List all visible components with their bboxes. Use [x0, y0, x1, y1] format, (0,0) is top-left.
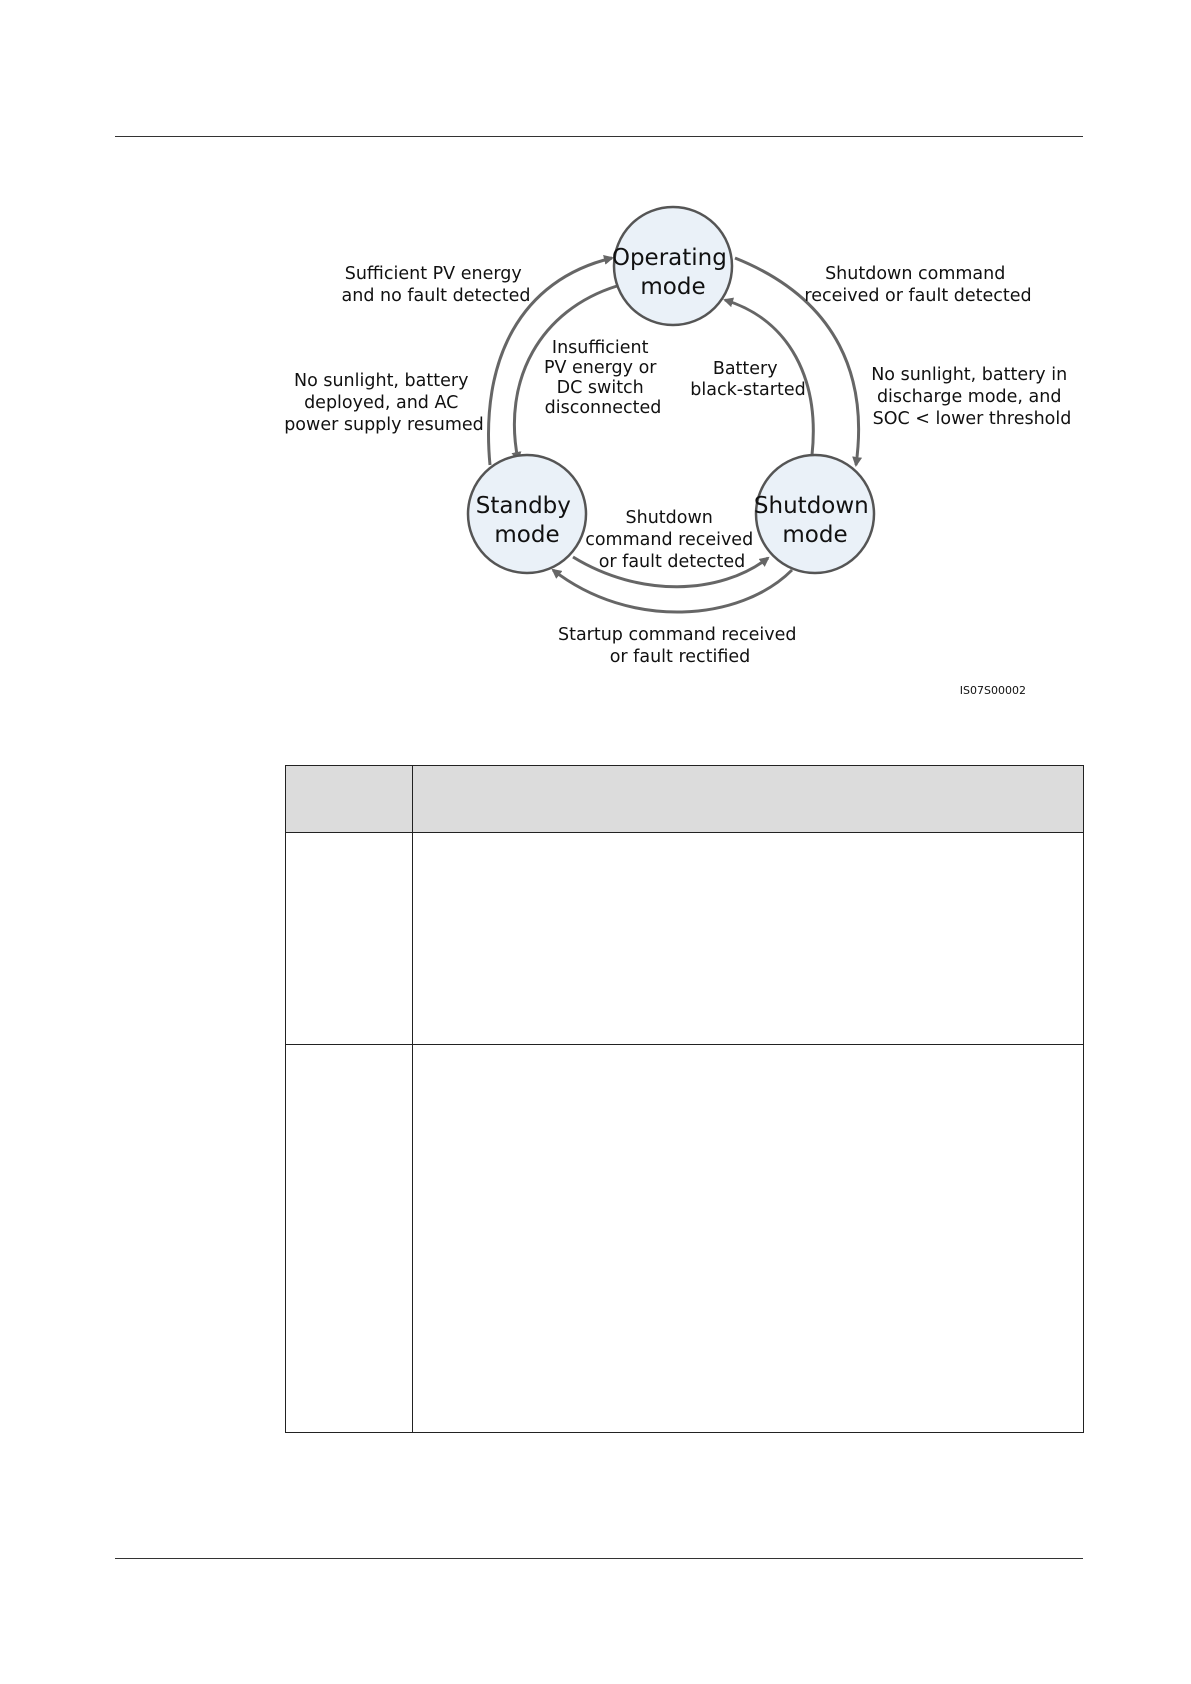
state-operating-label: Operating mode — [611, 245, 727, 300]
working-modes-diagram — [0, 0, 1191, 720]
table-cell — [286, 1045, 413, 1433]
label-operating-to-shutdown: Shutdown command received or fault detected — [804, 264, 1032, 306]
label-soc-threshold: No sunlight, battery in discharge mode, and SOC < lower threshold — [871, 365, 1072, 429]
label-standby-to-shutdown: Shutdown command received or fault detected — [585, 508, 754, 572]
figure-id: IS07S00002 — [959, 684, 1026, 697]
arc-shutdown-to-standby — [553, 570, 792, 612]
state-shutdown-label: Shutdown mode — [753, 493, 869, 548]
state-operating — [612, 207, 734, 325]
table-cell — [286, 833, 413, 1045]
label-standby-to-operating: Sufficient PV energy and no fault detected — [341, 264, 531, 306]
working-modes-table — [285, 765, 1084, 1433]
table-cell — [413, 833, 1084, 1045]
label-operating-to-standby: Insufficient PV energy or DC switch disconnected — [543, 338, 662, 418]
table-cell — [413, 1045, 1084, 1433]
label-shutdown-to-operating: Battery black-started — [690, 359, 806, 400]
state-standby-label: Standby mode — [475, 493, 571, 548]
table-header-cell — [286, 766, 413, 833]
state-standby — [468, 455, 586, 573]
table-header-row — [286, 766, 1084, 833]
state-shutdown — [754, 455, 876, 573]
label-shutdown-to-standby: Startup command received or fault rectified — [557, 625, 797, 667]
table-row — [286, 833, 1084, 1045]
table-row — [286, 1045, 1084, 1433]
footer-rule — [115, 1558, 1083, 1559]
label-battery-deployed: No sunlight, battery deployed, and AC power supply resumed — [284, 371, 484, 435]
table-header-cell — [413, 766, 1084, 833]
